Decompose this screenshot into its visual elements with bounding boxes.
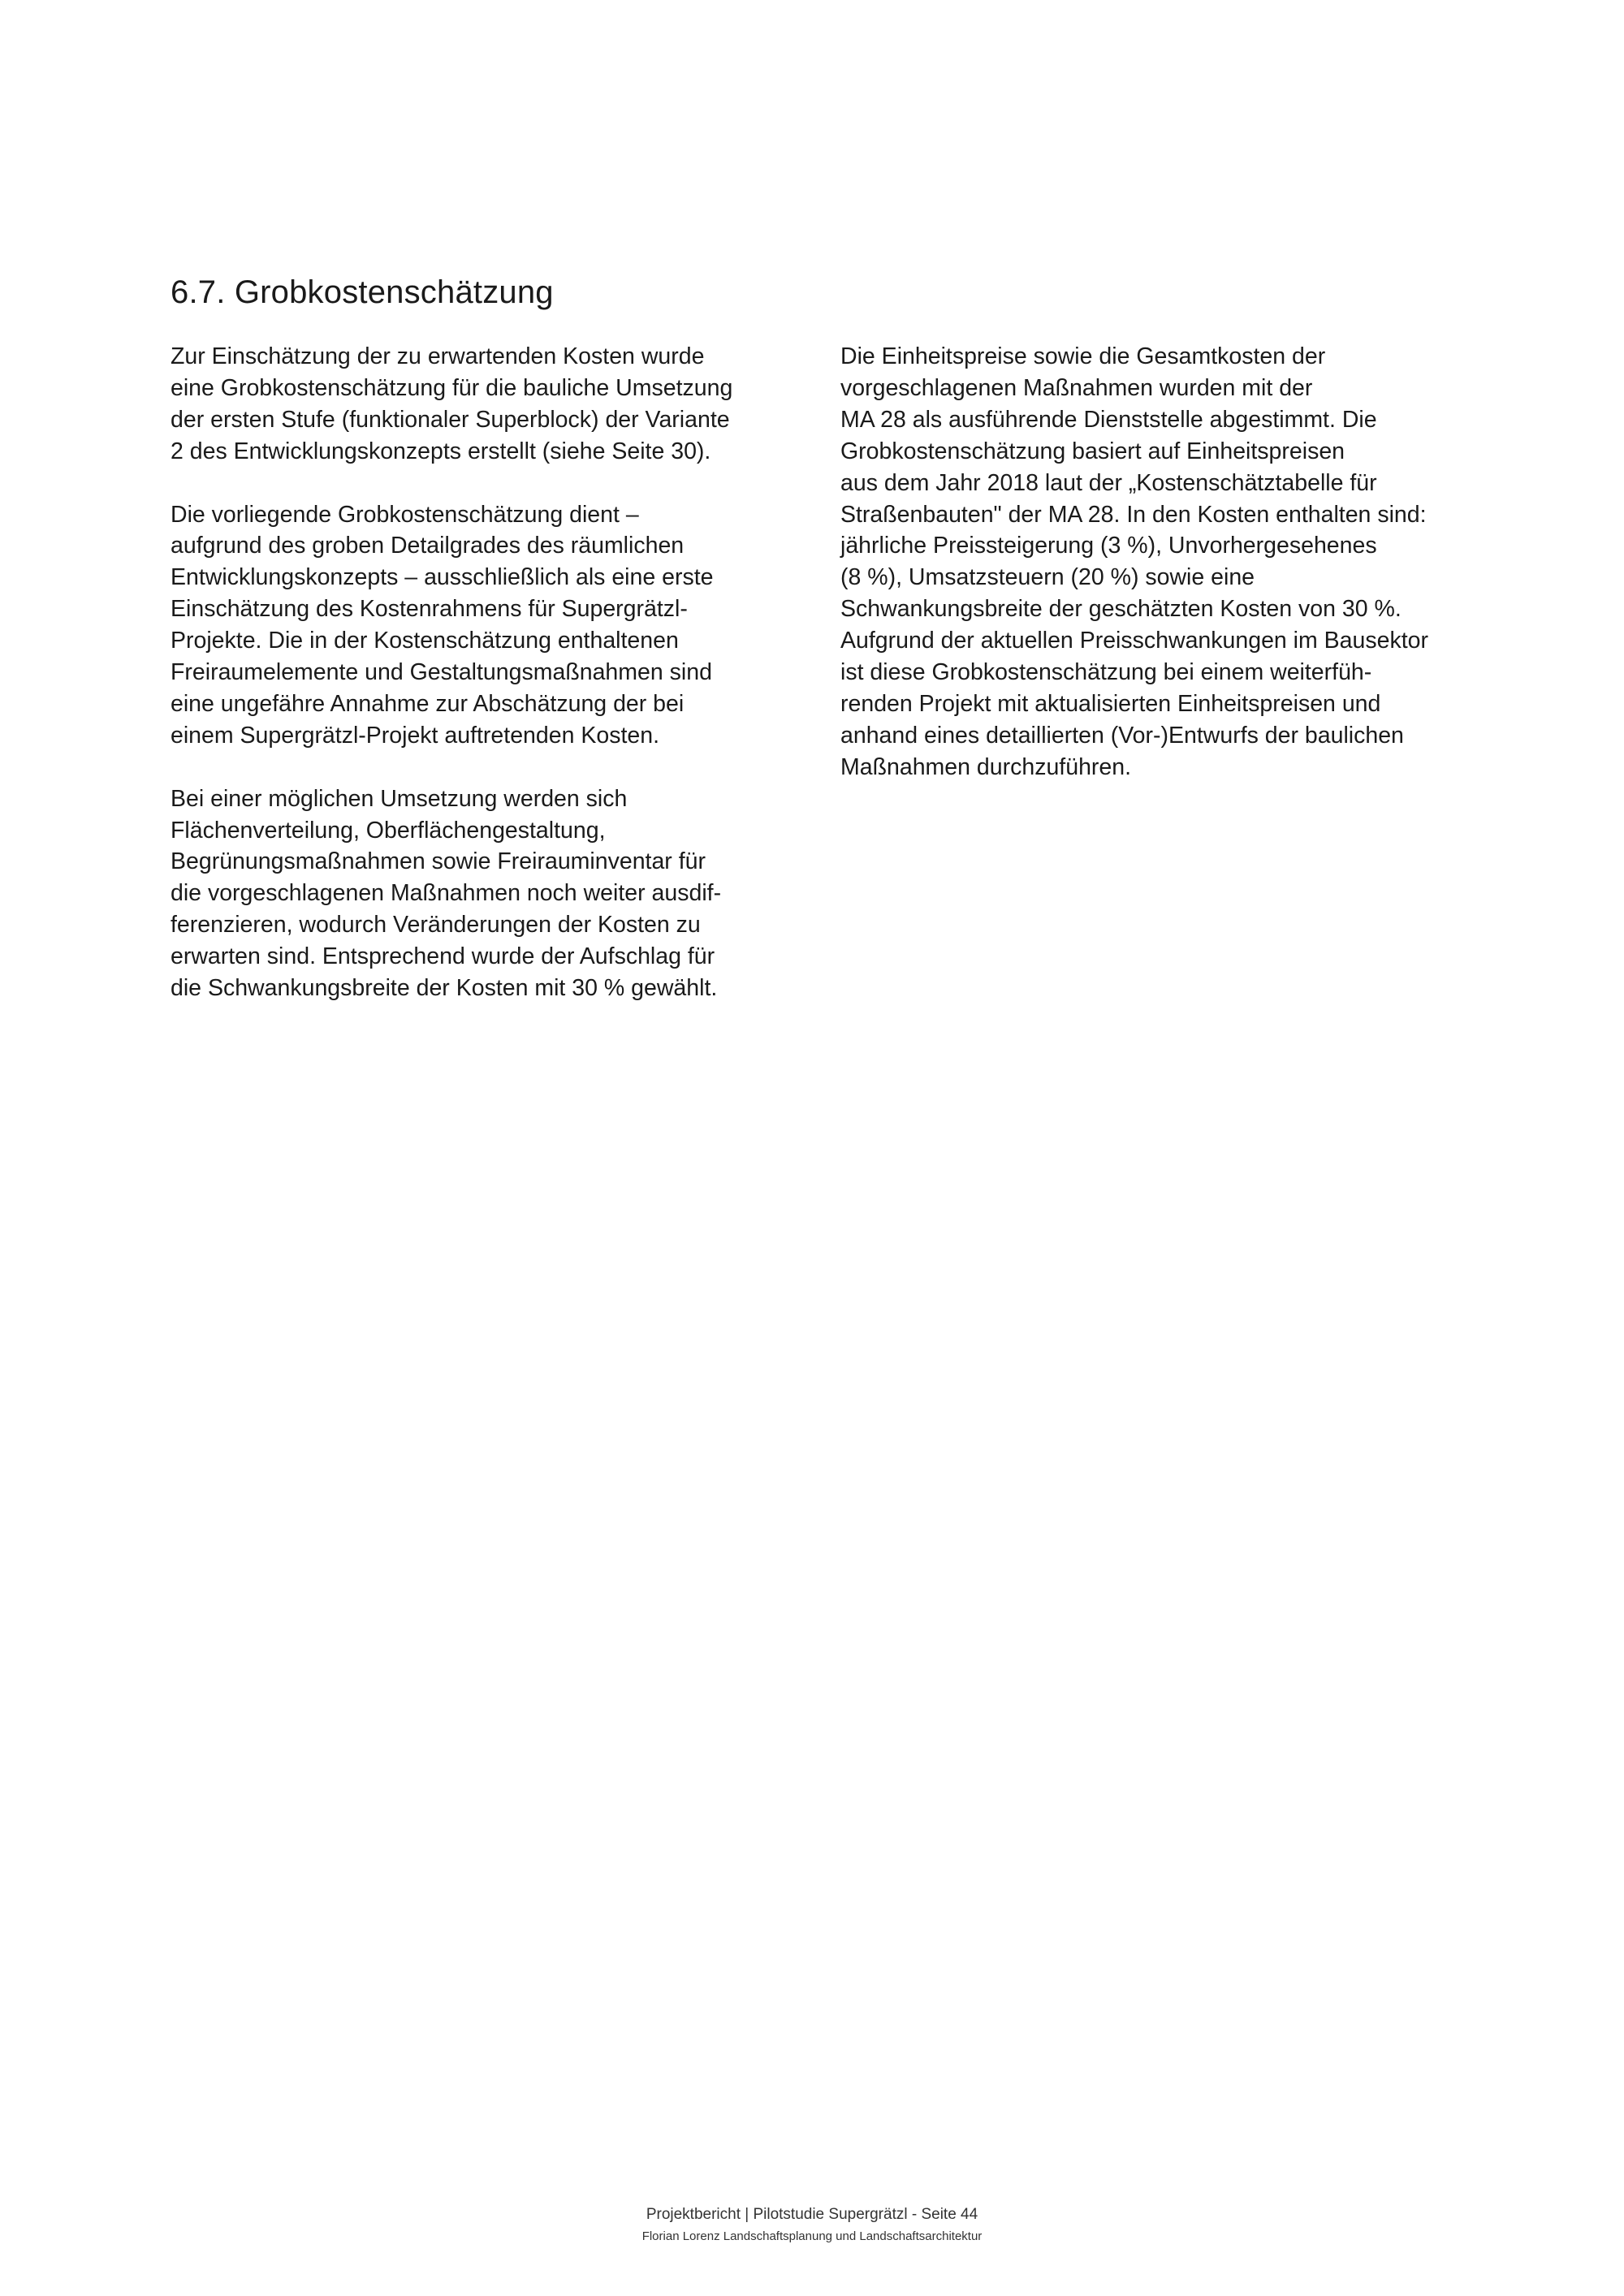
text-line: Zur Einschätzung der zu erwartenden Kosten wurde — [171, 343, 705, 369]
paragraph — [171, 499, 796, 752]
text-line: (8 %), Umsatzsteuern (20 %) sowie eine — [840, 564, 1255, 591]
text-line: aufgrund des groben Detailgrades des räumlichen — [171, 533, 685, 559]
text-line: eine ungefähre Annahme zur Abschätzung der bei — [171, 690, 685, 717]
text-line: der ersten Stufe (funktionaler Superblock) der Variante — [171, 406, 730, 433]
text-line: Maßnahmen durchzuführen. — [840, 753, 1132, 780]
text-line: die Schwankungsbreite der Kosten mit 30 % gewählt. — [171, 975, 718, 1002]
text-line: Grobkostenschätzung basiert auf Einheitspreisen — [840, 438, 1345, 464]
text-line: Schwankungsbreite der geschätzten Kosten von 30 %. — [840, 596, 1402, 623]
section-heading: 6.7. Grobkostenschätzung — [171, 274, 554, 310]
text-line: Aufgrund der aktuellen Preisschwankungen im Bausektor — [840, 628, 1428, 654]
text-line: ferenzieren, wodurch Veränderungen der Kosten zu — [171, 912, 701, 939]
text-line: Flächenverteilung, Oberflächengestaltung, — [171, 817, 606, 844]
footer-author: Florian Lorenz Landschaftsplanung und Landschaftsarchitektur — [641, 2229, 983, 2243]
text-line: Begrünungsmaßnahmen sowie Freirauminventar für — [171, 848, 706, 875]
text-line: jährliche Preissteigerung (3 %), Unvorhergesehenes — [840, 533, 1377, 559]
right-text-column — [840, 341, 1482, 815]
text-line: Die Einheitspreise sowie die Gesamtkosten der — [840, 343, 1326, 369]
text-line: einem Supergrätzl-Projekt auftretenden Kosten. — [171, 722, 660, 749]
left-text-column — [171, 341, 796, 1036]
text-line: Die vorliegende Grobkostenschätzung dient – — [171, 501, 639, 528]
text-line: eine Grobkostenschätzung für die bauliche Umsetzung — [171, 374, 733, 401]
text-line: vorgeschlagenen Maßnahmen wurden mit der — [840, 374, 1313, 401]
footer-page-info: Projektbericht | Pilotstudie Supergrätzl - Seite 44 — [646, 2206, 978, 2223]
text-line: Bei einer möglichen Umsetzung werden sich — [171, 785, 628, 812]
text-line: Projekte. Die in der Kostenschätzung enthaltenen — [171, 628, 679, 654]
text-line: Einschätzung des Kostenrahmens für Supergrätzl- — [171, 596, 688, 623]
text-line: ist diese Grobkostenschätzung bei einem weiterfüh- — [840, 659, 1372, 686]
text-line: die vorgeschlagenen Maßnahmen noch weiter ausdif- — [171, 880, 722, 907]
paragraph — [171, 783, 796, 1004]
paragraph — [171, 341, 796, 468]
text-line: MA 28 als ausführende Dienststelle abgestimmt. Die — [840, 406, 1377, 433]
text-line: renden Projekt mit aktualisierten Einheitspreisen und — [840, 690, 1381, 717]
text-line: Freiraumelemente und Gestaltungsmaßnahmen sind — [171, 659, 712, 686]
paragraph — [840, 341, 1482, 783]
text-line: Entwicklungskonzepts – ausschließlich als eine erste — [171, 564, 714, 591]
text-line: Straßenbauten" der MA 28. In den Kosten enthalten sind: — [840, 501, 1427, 528]
text-line: 2 des Entwicklungskonzepts erstellt (siehe Seite 30). — [171, 438, 711, 464]
text-line: anhand eines detaillierten (Vor-)Entwurfs der baulichen — [840, 722, 1404, 749]
text-line: aus dem Jahr 2018 laut der „Kostenschätztabelle für — [840, 469, 1377, 496]
text-line: erwarten sind. Entsprechend wurde der Aufschlag für — [171, 943, 715, 970]
